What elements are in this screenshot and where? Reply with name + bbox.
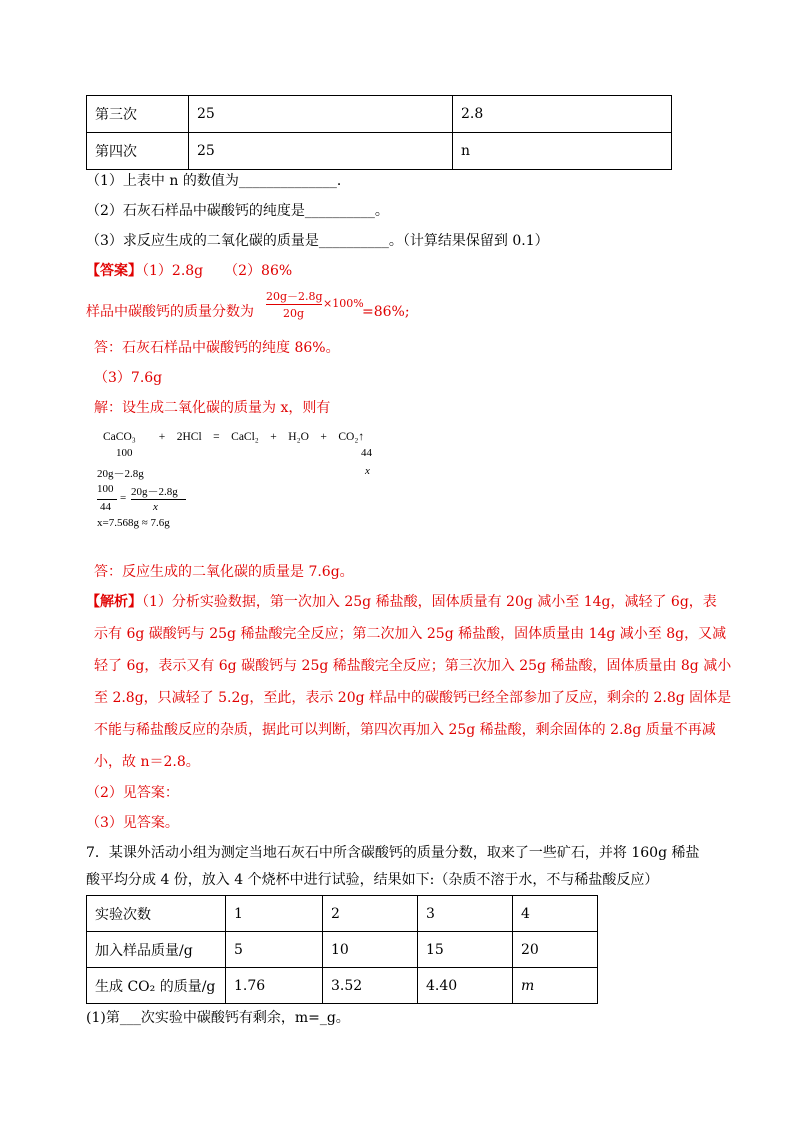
question-7-line-2: 酸平均分成 4 份，放入 4 个烧杯中进行试验，结果如下:（杂质不溶于水，不与稀盐酸反应）	[86, 872, 659, 888]
see-answer-3: （3）见答案。	[86, 815, 179, 831]
purity-prefix: 样品中碳酸钙的质量分数为	[86, 304, 254, 320]
purity-fraction-numerator: 20g－2.8g	[266, 290, 323, 303]
table-row	[87, 96, 672, 133]
table-cell: 10	[323, 932, 418, 968]
see-answer-2: （2）见答案：	[86, 785, 179, 801]
table-row	[87, 968, 598, 1004]
analysis-text: （1）分析实验数据，第一次加入 25g 稀盐酸，固体质量有 20g 减小至 14g，减轻了 6g，表	[142, 594, 717, 610]
ratio-numerator-left: 100	[97, 483, 114, 495]
purity-result: =86%;	[362, 304, 410, 320]
equation-x: x	[365, 465, 370, 477]
table-cell: 25	[189, 133, 453, 170]
answer-co2: 答：反应生成的二氧化碳的质量是 7.6g。	[94, 564, 354, 580]
question-3: （3）求反应生成的二氧化碳的质量是__________。（计算结果保留到 0.1）	[86, 233, 549, 249]
ratio-denominator-right: x	[153, 501, 158, 513]
analysis-line-1	[86, 592, 717, 612]
chemical-equation: CaCO₃ + 2HCl = CaCl₂ + H₂O + CO₂↑	[103, 431, 365, 443]
analysis-line: 轻了 6g，表示又有 6g 碳酸钙与 25g 稀盐酸完全反应；第三次加入 25g 稀盐酸，固体质量由 8g 减小	[94, 658, 732, 674]
equation-44: 44	[361, 447, 372, 459]
analysis-line: 小，故 n＝2.8。	[94, 754, 200, 770]
purity-fraction-tail: ×100%	[323, 297, 364, 310]
solution-intro: 解：设生成二氧化碳的质量为 x，则有	[94, 400, 331, 416]
answer-tag: 【答案】	[86, 263, 142, 279]
table-cell: 15	[418, 932, 513, 968]
table-cell: 4.40	[418, 968, 513, 1004]
table-cell: 4	[513, 896, 598, 932]
table-row	[87, 133, 672, 170]
analysis-line: 至 2.8g，只减轻了 5.2g，至此，表示 20g 样品中的碳酸钙已经全部参加了反应，剩余的 2.8g 固体是	[94, 690, 732, 706]
purity-fraction-denominator: 20g	[283, 307, 305, 320]
table-row	[87, 896, 598, 932]
table-cell: n	[453, 133, 672, 170]
table-cell: 第三次	[87, 96, 189, 133]
table-cell: 3	[418, 896, 513, 932]
answer-values: （1）2.8g （2）86%	[142, 263, 293, 279]
table-row	[87, 932, 598, 968]
fraction-bar	[266, 304, 322, 305]
question-2: （2）石灰石样品中碳酸钙的纯度是__________。	[86, 203, 389, 219]
answer-3: （3）7.6g	[94, 370, 163, 386]
table-cell: 3.52	[323, 968, 418, 1004]
table-cell: 5	[226, 932, 323, 968]
ratio-bar-right	[131, 499, 186, 500]
table-cell: 2	[323, 896, 418, 932]
equation-mass: 20g－2.8g	[97, 468, 144, 480]
ratio-equals: =	[120, 492, 127, 504]
results-table-top	[86, 95, 672, 170]
table-cell: 第四次	[87, 133, 189, 170]
table-cell: 1	[226, 896, 323, 932]
analysis-tag: 【解析】	[86, 594, 142, 610]
ratio-bar-left	[97, 499, 117, 500]
table-cell: 20	[513, 932, 598, 968]
question-7-sub-1: (1)第___次实验中碳酸钙有剩余，m=_g。	[86, 1010, 350, 1026]
question-7-line-1: 7．某课外活动小组为测定当地石灰石中所含碳酸钙的质量分数，取来了一些矿石，并将 160g 稀盐	[86, 845, 700, 861]
ratio-denominator-left: 44	[100, 501, 111, 513]
experiment-table	[86, 895, 598, 1004]
question-1: （1）上表中 n 的数值为______________．	[86, 173, 351, 189]
equation-result: x=7.568g ≈ 7.6g	[97, 517, 170, 529]
analysis-line: 示有 6g 碳酸钙与 25g 稀盐酸完全反应；第二次加入 25g 稀盐酸，固体质量由 14g 减小至 8g，又减	[94, 626, 727, 642]
answer-purity: 答：石灰石样品中碳酸钙的纯度 86%。	[94, 340, 340, 356]
answer-line-1	[86, 261, 292, 281]
table-cell: m	[513, 968, 598, 1004]
analysis-line: 不能与稀盐酸反应的杂质，据此可以判断，第四次再加入 25g 稀盐酸，剩余固体的 2.8g 质量不再减	[94, 722, 716, 738]
ratio-numerator-right: 20g－2.8g	[131, 486, 178, 498]
table-cell: 加入样品质量/g	[87, 932, 226, 968]
table-cell: 1.76	[226, 968, 323, 1004]
table-cell: 25	[189, 96, 453, 133]
equation-100: 100	[116, 447, 133, 459]
table-cell: 2.8	[453, 96, 672, 133]
table-cell: 生成 CO₂ 的质量/g	[87, 968, 226, 1004]
table-cell: 实验次数	[87, 896, 226, 932]
